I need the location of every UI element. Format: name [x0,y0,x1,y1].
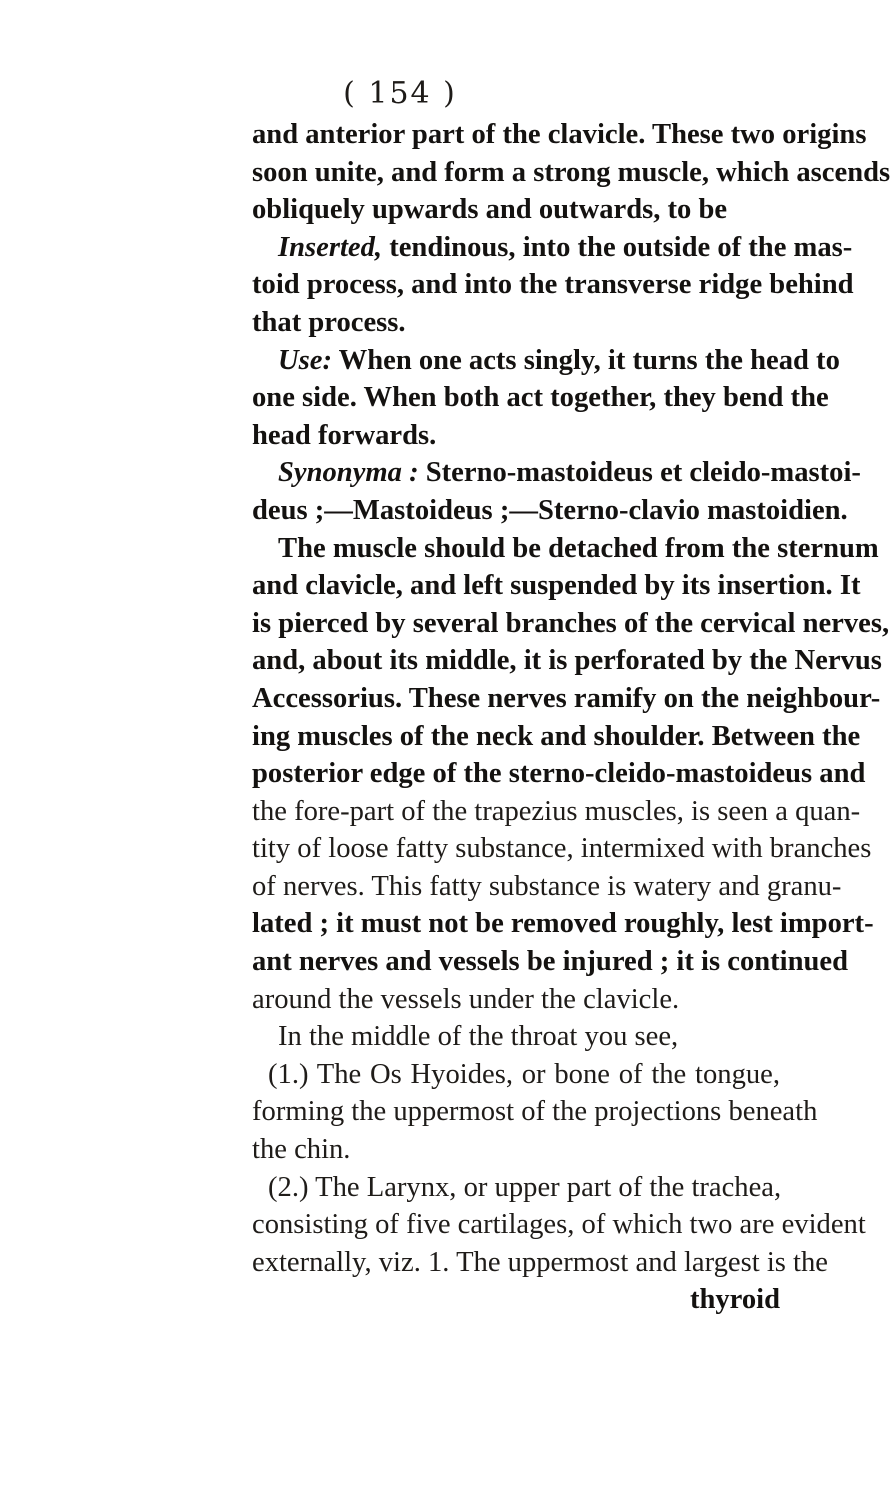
text-line: the fore-part of the trapezius muscles, is seen a quan- [252,795,861,827]
text-line-rest: tendinous, into the outside of the mas- [382,231,853,263]
use-term: Use: [278,344,332,376]
text-line: Accessorius. These nerves ramify on the neighbour- [252,682,881,714]
text-line [252,454,861,492]
text-line [252,229,853,267]
text-line: head forwards. [252,419,437,451]
text-line [252,342,840,380]
text-line: soon unite, and form a strong muscle, which ascends [252,156,890,188]
catchword: thyroid [689,1284,780,1316]
text-line: and clavicle, and left suspended by its insertion. It [252,570,861,602]
text-line: around the vessels under the clavicle. [252,983,680,1015]
text-line: externally, viz. 1. The uppermost and largest is the [252,1246,828,1278]
text-line: one side. When both act together, they bend the [252,382,829,414]
text-line: In the middle of the throat you see, [278,1021,679,1053]
page-number: ( 154 ) [343,76,457,111]
text-line: ing muscles of the neck and shoulder. Between the [252,720,861,752]
text-line: obliquely upwards and outwards, to be [252,194,728,226]
text-line: posterior edge of the sterno-cleido-mastoideus and [252,758,866,790]
text-line: of nerves. This fatty substance is watery and granu- [252,870,842,902]
text-line: consisting of five cartilages, of which two are evident [252,1209,866,1241]
text-line: and, about its middle, it is perforated by the Nervus [252,645,882,677]
body-text [252,116,890,1319]
text-line-rest: Sterno-mastoideus et cleido-mastoi- [418,457,861,489]
text-line: forming the uppermost of the projections beneath [252,1096,818,1128]
text-line: ant nerves and vessels be injured ; it is continued [252,946,849,978]
text-line: toid process, and into the transverse ridge behind [252,269,854,301]
inserted-term: Inserted, [278,231,383,263]
text-line: The muscle should be detached from the sternum [278,532,879,564]
text-line-rest: When one acts singly, it turns the head to [332,344,840,376]
text-line: the chin. [252,1134,351,1166]
text-line: deus ;—Mastoideus ;—Sterno-clavio mastoidien. [252,494,848,526]
text-line: and anterior part of the clavicle. These two origins [252,119,867,150]
text-line: that process. [252,306,406,338]
text-line: is pierced by several branches of the cervical nerves, [252,607,890,639]
text-line: (2.) The Larynx, or upper part of the trachea, [268,1171,782,1203]
synonyma-term: Synonyma : [278,457,419,489]
text-line: lated ; it must not be removed roughly, lest import- [252,908,874,940]
text-line: tity of loose fatty substance, intermixed with branches [252,833,872,865]
text-line: (1.) The Os Hyoides, or bone of the tongue, [268,1058,780,1090]
